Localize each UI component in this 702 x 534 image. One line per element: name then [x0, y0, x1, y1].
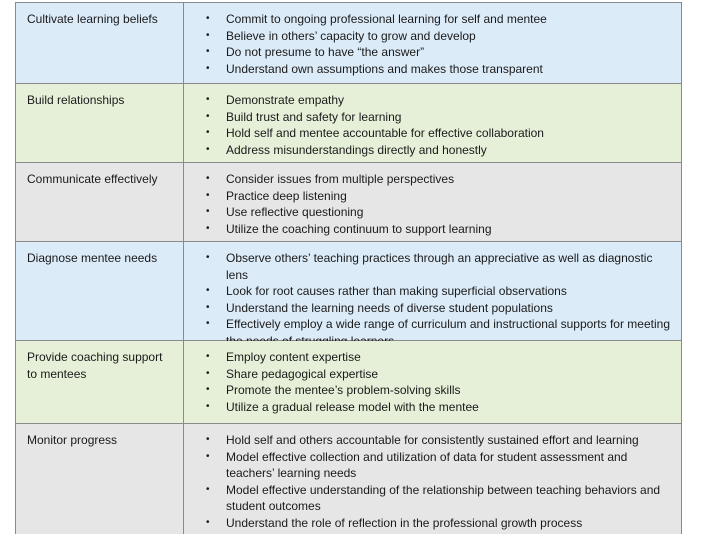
- list-item: • Share pedagogical expertise: [206, 366, 379, 381]
- list-item: • Do not presume to have “the answer”: [206, 45, 425, 59]
- bullet-icon: •: [206, 516, 210, 528]
- bullet-icon: •: [206, 285, 210, 296]
- bullet-icon: •: [206, 173, 210, 184]
- row-items: [184, 163, 681, 241]
- row-items: [184, 424, 681, 534]
- bullet-icon: •: [206, 46, 210, 57]
- table-row: [15, 424, 682, 534]
- list-item: • Observe others’ teaching practices through an appreciative as well as diagnostic lens: [206, 251, 653, 282]
- bullet-icon: •: [206, 483, 210, 495]
- list-item: • Consider issues from multiple perspectives: [206, 172, 455, 186]
- list-item: • Effectively employ a wide range of curriculum and instructional supports for meeting: [206, 317, 670, 331]
- bullet-list: [206, 250, 673, 349]
- list-item: • Practice deep listening: [206, 188, 347, 203]
- list-item: • Model effective understanding of the relationship between teaching behaviors and student outcomes: [206, 482, 661, 513]
- bullet-icon: •: [206, 13, 210, 24]
- row-items: [184, 3, 681, 83]
- list-item: • Employ content expertise: [206, 350, 361, 364]
- bullet-icon: •: [206, 206, 210, 217]
- row-label: Build relationships: [16, 84, 184, 162]
- table-row: [15, 84, 682, 163]
- list-item: • Commit to ongoing professional learning for self and mentee: [206, 12, 547, 26]
- bullet-list: [206, 349, 673, 415]
- bullet-list: [206, 432, 673, 531]
- list-item: • Understand the learning needs of diverse student populations: [206, 300, 553, 315]
- row-items: [184, 341, 681, 423]
- list-item: • Utilize a gradual release model with the mentee: [206, 399, 479, 414]
- bullet-icon: •: [206, 222, 210, 234]
- list-item: • Hold self and mentee accountable for effective collaboration: [206, 126, 544, 140]
- bullet-icon: •: [206, 434, 210, 445]
- table-row: [15, 163, 682, 242]
- list-item: • Address misunderstandings directly and honestly: [206, 142, 487, 157]
- row-items: [184, 84, 681, 162]
- bullet-icon: •: [206, 62, 210, 74]
- bullet-list: [206, 11, 673, 77]
- bullet-list: [206, 171, 673, 237]
- competency-table: [15, 2, 682, 534]
- bullet-icon: •: [206, 110, 210, 122]
- list-item: • Build trust and safety for learning: [206, 109, 402, 124]
- list-item: • Understand own assumptions and makes those transparent: [206, 61, 543, 76]
- bullet-icon: •: [206, 252, 210, 263]
- list-item: • Demonstrate empathy: [206, 93, 345, 107]
- list-item: • Model effective collection and utilization of data for student assessment and teachers’ learning needs: [206, 449, 628, 480]
- list-item: • Hold self and others accountable for consistently sustained effort and learning: [206, 433, 639, 447]
- table-row: [15, 3, 682, 84]
- list-item: • Look for root causes rather than making superficial observations: [206, 284, 567, 298]
- bullet-icon: •: [206, 301, 210, 313]
- bullet-icon: •: [206, 94, 210, 105]
- bullet-icon: •: [206, 29, 210, 41]
- bullet-icon: •: [206, 351, 210, 362]
- table-row: [15, 341, 682, 424]
- list-item: • Utilize the coaching continuum to support learning: [206, 221, 492, 236]
- bullet-icon: •: [206, 127, 210, 138]
- row-items: [184, 242, 681, 340]
- bullet-icon: •: [206, 400, 210, 412]
- list-item: • Believe in others’ capacity to grow and develop: [206, 28, 476, 43]
- row-label: Cultivate learning beliefs: [16, 3, 184, 83]
- list-item: • Use reflective questioning: [206, 205, 364, 219]
- bullet-list: [206, 92, 673, 158]
- row-label: Diagnose mentee needs: [16, 242, 184, 340]
- row-label: Monitor progress: [16, 424, 184, 534]
- row-label: Communicate effectively: [16, 163, 184, 241]
- bullet-icon: •: [206, 384, 210, 395]
- bullet-icon: •: [206, 318, 210, 329]
- bullet-icon: •: [206, 143, 210, 155]
- list-item: • Understand the role of reflection in the professional growth process: [206, 515, 583, 530]
- table-row: [15, 242, 682, 341]
- bullet-icon: •: [206, 450, 210, 462]
- bullet-icon: •: [206, 189, 210, 201]
- row-label: Provide coaching support to mentees: [16, 341, 184, 423]
- list-item: • Promote the mentee’s problem-solving skills: [206, 383, 461, 397]
- bullet-icon: •: [206, 367, 210, 379]
